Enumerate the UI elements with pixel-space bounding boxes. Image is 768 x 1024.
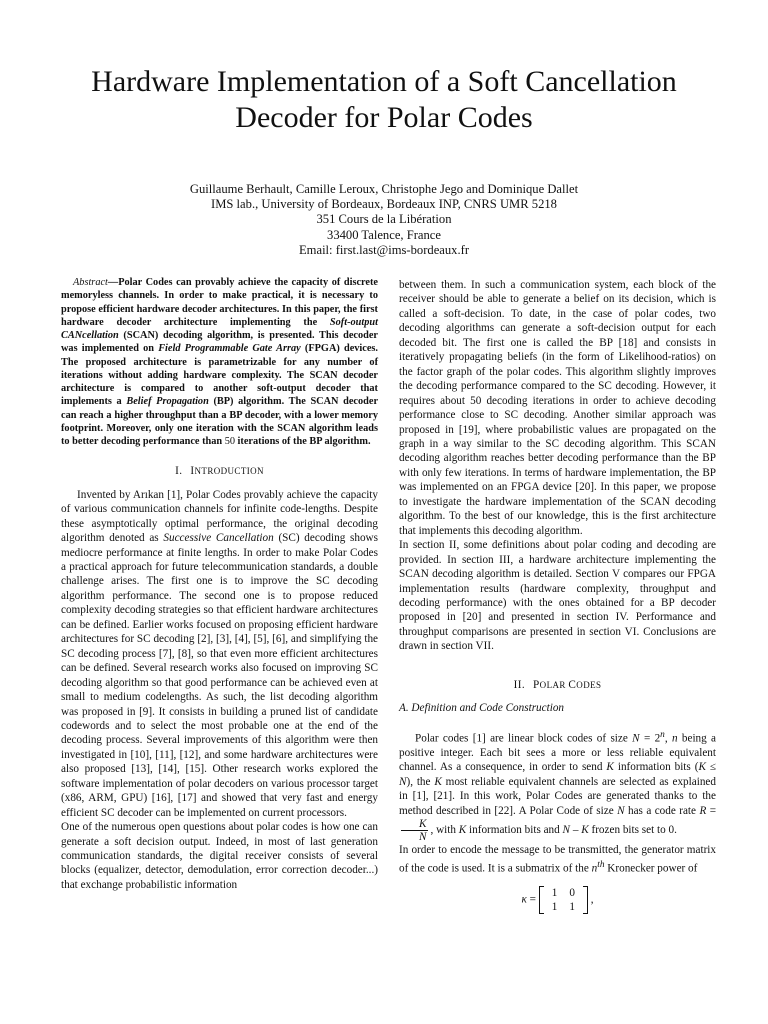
abstract-text-1: —Polar Codes can provably achieve the capacity of discrete memoryless channels. In order to make practical, it is necessary to propose efficient hardware decoder architectures. In this paper, the first hardware decoder architecture implementing the <box>61 277 378 328</box>
fraction-K-over-N <box>401 818 428 843</box>
section-title-mid: OLAR <box>539 679 569 690</box>
text: Kronecker power of <box>604 862 698 875</box>
abstract-text-5: iterations of the BP algorithm. <box>234 436 371 447</box>
text: most reliable equivalent channels are selected as explained in [1], [21]. In this work, Polar Codes are generated thanks to the method described in [22]. A Polar Code of size <box>399 775 716 817</box>
math-eq: = 2 <box>639 732 661 745</box>
matrix-cell: 1 <box>551 900 558 913</box>
paper-title <box>40 64 728 136</box>
fraction-numerator: K <box>401 818 428 831</box>
polar-paragraph-1 <box>399 728 716 843</box>
address-line-2: 33400 Talence, France <box>327 227 441 242</box>
math-N: N <box>562 824 571 837</box>
author-block <box>40 182 728 258</box>
math-eq: = <box>526 893 539 906</box>
math-R: R <box>699 804 707 817</box>
abstract-text-4: (BP) algorithm. The SCAN decoder can reach a higher throughput than a BP decoder, with a lower memory footprint. Moreover, only one iteration with the SCAN algorithm leads to better decoding performance than <box>61 396 379 447</box>
math-n: n <box>671 732 678 745</box>
text: ), the <box>406 775 435 788</box>
text: information bits and <box>466 824 563 837</box>
intro-p2cont-number: 50 <box>470 394 482 407</box>
section-title-initial: P <box>533 678 540 691</box>
matrix-cell: 1 <box>569 900 575 913</box>
abstract-number: 50 <box>224 436 235 447</box>
math-N: N <box>399 775 407 788</box>
math-kappa: κ <box>521 893 527 906</box>
math-K: K <box>434 775 442 788</box>
intro-p1-em: Successive Cancellation <box>163 532 274 545</box>
intro-p1-text-a: Invented by Arıkan [1], Polar Codes provably achieve the capacity of various communication channels for infinite code-lengths. Despite these asymptotically optimal performance, the original decoding algorithm denoted as <box>61 488 378 545</box>
polar-paragraph-2 <box>399 843 716 876</box>
math-K: K <box>698 761 706 774</box>
abstract <box>61 276 378 448</box>
abstract-text-2: (SCAN) decoding algorithm, is presented. This decoder was implemented on <box>61 330 378 355</box>
section-number: II. <box>513 678 526 691</box>
email: Email: first.last@ims-bordeaux.fr <box>298 242 470 257</box>
abstract-em-2: Field Programmable Gate Array <box>158 343 301 355</box>
kernel-matrix <box>539 886 588 914</box>
subsection-heading: A. Definition and Code Construction <box>399 702 565 715</box>
matrix-cell: 0 <box>569 886 575 899</box>
abstract-text-3: (FPGA) devices. The proposed architecture is parametrizable for any number of iterations without adding hardware complexity. The SCAN decoder architecture is compared to another soft-output decoder that implements a <box>61 343 379 408</box>
abstract-lead: Abstract <box>73 277 108 288</box>
math-N: N <box>632 732 640 745</box>
math-K: K <box>606 761 614 774</box>
math-minus: – <box>570 824 582 837</box>
math-n: n <box>591 862 598 875</box>
address-line-1: 351 Cours de la Libération <box>316 212 452 227</box>
affiliation: IMS lab., University of Bordeaux, Bordeaux INP, CNRS UMR 5218 <box>211 197 557 212</box>
text: Polar codes [1] are linear block codes of size <box>415 732 633 745</box>
text: , <box>664 732 672 745</box>
left-column <box>61 276 378 892</box>
section-title-rest: ODES <box>576 679 602 690</box>
authors-names: Guillaume Berhault, Camille Leroux, Christophe Jego and Dominique Dallet <box>189 182 579 196</box>
text: information bits ( <box>613 761 699 774</box>
section-title-initial-2: C <box>568 678 577 691</box>
fraction-denominator: N <box>419 831 427 844</box>
math-le: ≤ <box>705 761 717 774</box>
right-column <box>399 278 716 914</box>
section-heading-introduction <box>61 464 378 478</box>
math-K: K <box>581 824 589 837</box>
intro-paragraph-3: In section II, some definitions about polar coding and decoding are provided. In section III, a hardware architecture implementing the SCAN decoding algorithm is detailed. Section V compares our FPGA implementation results (hardware complexity, throughput and decoding performance) with the ones obtained for a BP decoder proposed in [20] and presented in section IV. Performance and throughput comparisons are presented in section VI. Conclusions are drawn in section VII. <box>399 539 716 653</box>
intro-p2cont-a: between them. In such a communication system, each block of the receiver should be able to generate a belief on its decision, which is called a soft-decision. To date, in the case of polar codes, two decoding algorithms can generate a soft-decision output for each decoded bit. The first one is called the BP [18] and consists in iteratively propagating beliefs (in the form of Likelihood-ratios) on the factor graph of the polar codes. This algorithm slightly improves the decoding performance compared to the SC decoding. However, it requires about <box>399 279 716 407</box>
text: being a positive integer. Each bit sees a more or less reliable equivalent channel. As a consequence, in order to send <box>399 732 717 774</box>
intro-p1-text-b: (SC) decoding shows mediocre performance at finite lengths. In order to make Polar Codes a practical approach for future telecommunication standards, a double challenge arises. The first one is to improve the SC decoding algorithm performance. The second one is to propose reduced complexity decoding strategies so that efficient hardware architectures can be defined. Earlier works focused on proposing efficient hardware architectures for SC decoding [2], [3], [4], [5], [6], and simplifying the SC decoding process [7], [8], so that even more efficient architectures can be defined. Several research works also focused on improving SC decoding algorithm so that good performance can be achieved even at small to medium codelengths. As such, the list decoding algorithm was proposed in [9]. It consists in building a pruned list of candidate codewords and to select the most probable one at the end of the decoding process. Several improvements of this algorithm were then investigated in [10], [11], [12], and some hardware architectures were also proposed [13], [14], [15]. Other research works explored the software implementation of polar decoders on various processor target (x86, ARM, GPU) [16], [17] and showed that very fast and energy efficient SC decoder can be implemented on current processors. <box>61 532 378 819</box>
math-K: K <box>458 824 467 837</box>
text: In order to encode the message to be transmitted, the generator matrix of the code is used. It is a submatrix of the <box>399 844 716 875</box>
math-N: N <box>617 804 625 817</box>
section-title-initial: I <box>190 465 195 478</box>
title-line-1: Hardware Implementation of a Soft Cancellation <box>91 65 677 98</box>
matrix-cell: 1 <box>551 886 558 899</box>
intro-paragraph-2: One of the numerous open questions about polar codes is how one can generate a soft decision output. Indeed, in most of last generation communication standards, the digital receiver consists of several blocks (equalizer, detector, demodulation, error correction decoder...) that exchange probabilistic information <box>61 821 378 891</box>
intro-paragraph-2-continued <box>399 278 716 538</box>
section-heading-polar-codes <box>399 678 716 692</box>
kernel-equation <box>399 886 716 914</box>
intro-paragraph-1 <box>61 488 378 820</box>
equation-trail: , <box>587 893 594 906</box>
text: frozen bits set to 0. <box>588 824 677 837</box>
section-title-rest: NTRODUCTION <box>194 466 264 477</box>
abstract-em-3: Belief Propagation <box>126 396 209 408</box>
title-line-2: Decoder for Polar Codes <box>235 101 533 134</box>
text: , with <box>430 824 459 837</box>
math-sup-n: n <box>660 729 665 740</box>
math-eq: = <box>706 804 717 817</box>
abstract-em-1: Soft-output CANcellation <box>61 316 378 341</box>
math-sup-th: th <box>597 859 605 870</box>
section-number: I. <box>175 465 183 478</box>
text: has a code rate <box>624 804 700 817</box>
intro-p2cont-b: decoding iterations in order to achieve decoding performance close to SC decoding. Another similar approach was proposed in [19], where probabilistic values are propagated on the graph in a way similar to the SC decoding algorithm. This SCAN decoding algorithm reaches better decoding performance than the BP with only few iterations. In terms of hardware implementation, the BP was implemented on an FPGA device [20]. In this paper, we propose to investigate the hardware implementation of the SCAN decoding algorithm. To the best of our knowledge, this is the first architecture that implements this decoding algorithm. <box>399 394 716 537</box>
